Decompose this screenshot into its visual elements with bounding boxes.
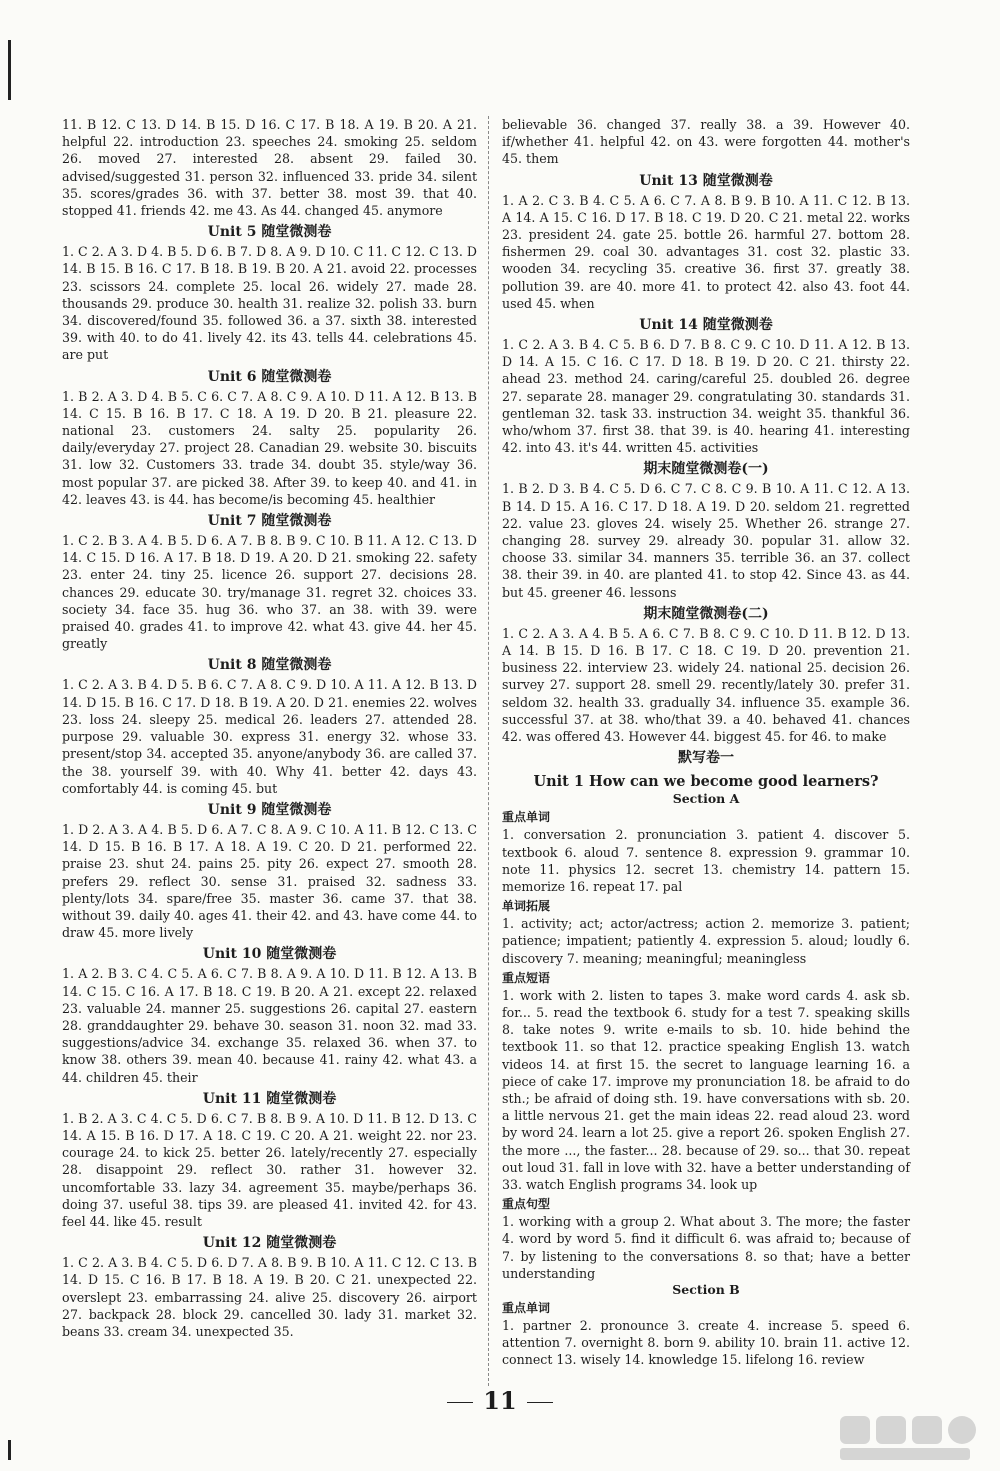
right-subsection-label: 重点短语: [502, 970, 551, 985]
right-subsection-label: 重点单词: [502, 810, 551, 825]
right-answer-paragraph: 1. conversation 2. pronunciation 3. patient 4. discover 5. textbook 6. aloud 7. sentence 8. expression 9. grammar 10. note 11. physics 12. secret 13. chemistry 14. pattern 15. memorize 16. repeat 17. pal: [502, 827, 910, 894]
left-section-heading: Unit 8 随堂微测卷: [207, 657, 332, 674]
left-section-heading: Unit 6 随堂微测卷: [207, 368, 332, 385]
left-answer-paragraph: 1. C 2. B 3. A 4. B 5. D 6. A 7. B 8. B 9. C 10. B 11. A 12. C 13. D 14. C 15. D 16. A 17. B 18. D 19. A 20. D 21. smoking 22. safety 23. enter 24. tiny 25. licence 26. support 27. decisions 28. chances 29. educate 30. try/manage 31. regret 32. choices 33. society 34. face 35. hug 36. who 37. an 38. with 39. were praised 40. grades 41. to improve 42. what 43. give 44. her 45. greatly: [62, 533, 477, 652]
right-section-heading: Unit 14 随堂微测卷: [639, 317, 773, 334]
right-answer-paragraph: 1. partner 2. pronounce 3. create 4. increase 5. speed 6. attention 7. overnight 8. born 9. ability 10. brain 11. active 12. connect 13. wisely 14. knowledge 15. lifelong 16. review: [502, 1317, 910, 1368]
watermark-logo-icon: [832, 1408, 982, 1464]
right-section-heading: 期末随堂微测卷(二): [643, 605, 769, 622]
right-section-title: Section B: [672, 1281, 740, 1297]
page-edge-mark: [8, 40, 11, 100]
page-number-dash-right: [527, 1402, 553, 1403]
left-section-heading: Unit 5 随堂微测卷: [207, 224, 332, 241]
right-section-title: Section A: [672, 791, 740, 807]
right-answer-paragraph: 1. C 2. A 3. B 4. C 5. B 6. D 7. B 8. C 9. C 10. D 11. A 12. B 13. D 14. A 15. C 16. C 17. D 18. B 19. D 20. C 21. thirsty 22. ahead 23. method 24. caring/careful 25. doubled 26. degree 27. separate 28. manager 29. congratulating 30. standards 31. gentleman 32. task 33. instruction 34. weight 35. thankful 36. who/whom 37. first 38. that 39. is 40. hearing 41. interesting 42. into 43. it's 44. written 45. activities: [502, 337, 910, 456]
right-answer-paragraph: believable 36. changed 37. really 38. a 39. However 40. if/whether 41. helpful 42. on 43. were forgotten 44. mother's 45. them: [502, 117, 910, 167]
left-column: [62, 116, 477, 1340]
left-answer-paragraph: 1. C 2. A 3. B 4. D 5. B 6. C 7. A 8. C 9. D 10. A 11. A 12. B 13. D 14. D 15. B 16. C 17. D 18. B 19. A 20. D 21. enemies 22. wolves 23. loss 24. sleepy 25. medical 26. leaders 27. attended 28. purpose 29. valuable 30. express 31. energy 32. whose 33. present/stop 34. accepted 35. anyone/anybody 36. are called 37. the 38. yourself 39. with 40. Why 41. better 42. days 43. comfortably 44. is coming 45. but: [62, 677, 477, 796]
page-number-dash-left: [447, 1402, 473, 1403]
left-section-heading: Unit 12 随堂微测卷: [202, 1235, 337, 1252]
right-answer-paragraph: 1. A 2. C 3. B 4. C 5. A 6. C 7. A 8. B 9. B 10. A 11. C 12. B 13. A 14. A 15. C 16. D 17. B 18. C 19. D 20. C 21. metal 22. works 23. president 24. gate 25. bottle 26. harmful 27. bottom 28. fishermen 29. coal 30. advantages 31. cost 32. plastic 33. wooden 34. recycling 35. creative 36. first 37. greatly 38. pollution 39. are 40. more 41. to protect 42. also 43. foot 44. used 45. when: [502, 192, 910, 311]
right-answer-paragraph: 1. working with a group 2. What about 3. The more; the faster 4. word by word 5. find it difficult 6. was afraid to; because of 7. by listening to the conversations 8. so that; have a better understanding: [502, 1214, 910, 1281]
right-section-heading: Unit 13 随堂微测卷: [639, 172, 773, 189]
right-subsection-label: 重点单词: [502, 1300, 551, 1315]
left-section-heading: Unit 10 随堂微测卷: [202, 946, 337, 963]
left-section-heading: Unit 11 随堂微测卷: [202, 1090, 337, 1107]
left-answer-paragraph: 1. D 2. A 3. A 4. B 5. D 6. A 7. C 8. A 9. C 10. A 11. B 12. C 13. C 14. D 15. B 16. B 17. A 18. A 19. C 20. D 21. performed 22. praise 23. shut 24. pains 25. pity 26. expect 27. smooth 28. prefers 29. reflect 30. sense 31. praised 32. sadness 33. plenty/lots 34. spare/free 35. master 36. came 37. that 38. without 39. daily 40. ages 41. their 42. and 43. have come 44. to draw 45. more lively: [62, 821, 477, 941]
right-unit-title: Unit 1 How can we become good learners?: [533, 773, 879, 791]
left-answer-paragraph: 11. B 12. C 13. D 14. B 15. D 16. C 17. B 18. A 19. B 20. A 21. helpful 22. introduction 23. speeches 24. smoking 25. seldom 26. moved 27. interested 28. absent 29. failed 30. advised/suggested 31. person 32. influenced 33. pride 34. silent 35. scores/grades 36. with 37. better 38. most 39. that 40. stopped 41. friends 42. me 43. As 44. changed 45. anymore: [62, 117, 477, 219]
page-edge-mark-bottom: [8, 1440, 11, 1460]
left-answer-paragraph: 1. A 2. B 3. C 4. C 5. A 6. C 7. B 8. A 9. A 10. D 11. B 12. A 13. B 14. C 15. C 16. A 17. B 18. C 19. B 20. A 21. except 22. relaxed 23. valuable 24. manner 25. suggestions 26. capital 27. eastern 28. granddaughter 29. behave 30. season 31. noon 32. mad 33. suggestions/advice 34. exchange 35. relaxed 36. when 37. to know 38. others 39. mean 40. because 41. rainy 42. what 43. a 44. children 45. their: [62, 966, 477, 1085]
left-answer-paragraph: 1. C 2. A 3. B 4. C 5. D 6. D 7. A 8. B 9. B 10. A 11. C 12. C 13. B 14. D 15. C 16. B 17. B 18. A 19. B 20. C 21. unexpected 22. overslept 23. embarrassing 24. alive 25. discovery 26. airport 27. backpack 28. block 29. cancelled 30. lady 31. market 32. beans 33. cream 34. unexpected 35.: [62, 1255, 477, 1339]
left-section-heading: Unit 7 随堂微测卷: [207, 513, 332, 530]
right-section-heading: 默写卷一: [678, 750, 734, 767]
right-section-heading: 期末随堂微测卷(一): [643, 461, 769, 478]
right-column: [502, 116, 910, 1369]
right-subsection-label: 单词拓展: [502, 899, 551, 914]
right-answer-paragraph: 1. B 2. D 3. B 4. C 5. D 6. C 7. C 8. C 9. B 10. A 11. C 12. A 13. B 14. D 15. A 16. C 17. D 18. A 19. D 20. seldom 21. regretted 22. value 23. gloves 24. wisely 25. Whether 26. strange 27. changing 28. survey 29. already 30. popular 31. allow 32. choose 33. similar 34. manners 35. terrible 36. an 37. collect 38. their 39. in 40. are planted 41. to stop 42. Since 43. as 44. but 45. greener 46. lessons: [502, 481, 910, 600]
left-answer-paragraph: 1. C 2. A 3. D 4. B 5. D 6. B 7. D 8. A 9. D 10. C 11. C 12. C 13. D 14. B 15. B 16. C 17. B 18. B 19. B 20. A 21. avoid 22. processes 23. scissors 24. complete 25. local 26. widely 27. made 28. thousands 29. produce 30. health 31. realize 32. polish 33. burn 34. discovered/found 35. followed 36. a 37. sixth 38. interested 39. with 40. to do 41. lively 42. its 43. tells 44. celebrations 45. are put: [62, 244, 477, 363]
right-answer-paragraph: 1. C 2. A 3. A 4. B 5. A 6. C 7. B 8. C 9. C 10. D 11. B 12. D 13. A 14. B 15. D 16. B 17. C 18. C 19. D 20. prevention 21. business 22. interview 23. widely 24. national 25. decision 26. survey 27. support 28. smell 29. recently/lately 30. prefer 31. seldom 32. health 33. gradually 34. influence 35. example 36. successful 37. at 38. who/that 39. a 40. behaved 41. chances 42. was offered 43. However 44. biggest 45. for 46. to make: [502, 625, 910, 745]
page-number-text: 11: [483, 1386, 517, 1415]
left-answer-paragraph: 1. B 2. A 3. D 4. B 5. C 6. C 7. A 8. C 9. A 10. D 11. A 12. B 13. B 14. C 15. B 16. B 17. C 18. A 19. D 20. B 21. pleasure 22. national 23. customers 24. salty 25. popularity 26. daily/everyday 27. project 28. Canadian 29. website 30. biscuits 31. low 32. Customers 33. trade 34. doubt 35. style/way 36. most popular 37. are picked 38. After 39. to keep 40. and 41. in 42. leaves 43. is 44. has become/is becoming 45. healthier: [62, 388, 477, 507]
left-section-heading: Unit 9 随堂微测卷: [207, 801, 332, 818]
column-divider: [488, 116, 489, 1386]
left-answer-paragraph: 1. B 2. A 3. C 4. C 5. D 6. C 7. B 8. B 9. A 10. D 11. B 12. D 13. C 14. A 15. B 16. D 17. A 18. C 19. C 20. A 21. weight 22. nor 23. courage 24. to kick 25. better 26. lately/recently 27. especially 28. disappoint 29. reflect 30. rather 31. however 32. uncomfortable 33. lazy 34. agreement 35. maybe/perhaps 36. doing 37. useful 38. tips 39. are pleased 41. invited 42. for 43. feel 44. like 45. result: [62, 1110, 477, 1229]
right-subsection-label: 重点句型: [502, 1197, 551, 1212]
right-answer-paragraph: 1. activity; act; actor/actress; action 2. memorize 3. patient; patience; impatient; patiently 4. expression 5. aloud; loudly 6. discovery 7. meaning; meaningful; meaningless: [502, 916, 910, 966]
right-answer-paragraph: 1. work with 2. listen to tapes 3. make word cards 4. ask sb. for... 5. read the textbook 6. study for a test 7. speaking skills 8. take notes 9. write e-mails to sb. 10. hide behind the textbook 11. so that 12. practice speaking English 13. watch videos 14. at first 15. the secret to language learning 16. a piece of cake 17. improve my pronunciation 18. be afraid to do sth.; be afraid of doing sth. 19. have conversations with sb. 20. a little nervous 21. get the main ideas 22. read aloud 23. word by word 24. learn a lot 25. give a report 26. spoken English 27. the more ..., the faster... 28. because of 29. so... that 30. repeat out loud 31. fall in love with 32. have a better understanding of 33. watch English programs 34. look up: [502, 987, 910, 1192]
